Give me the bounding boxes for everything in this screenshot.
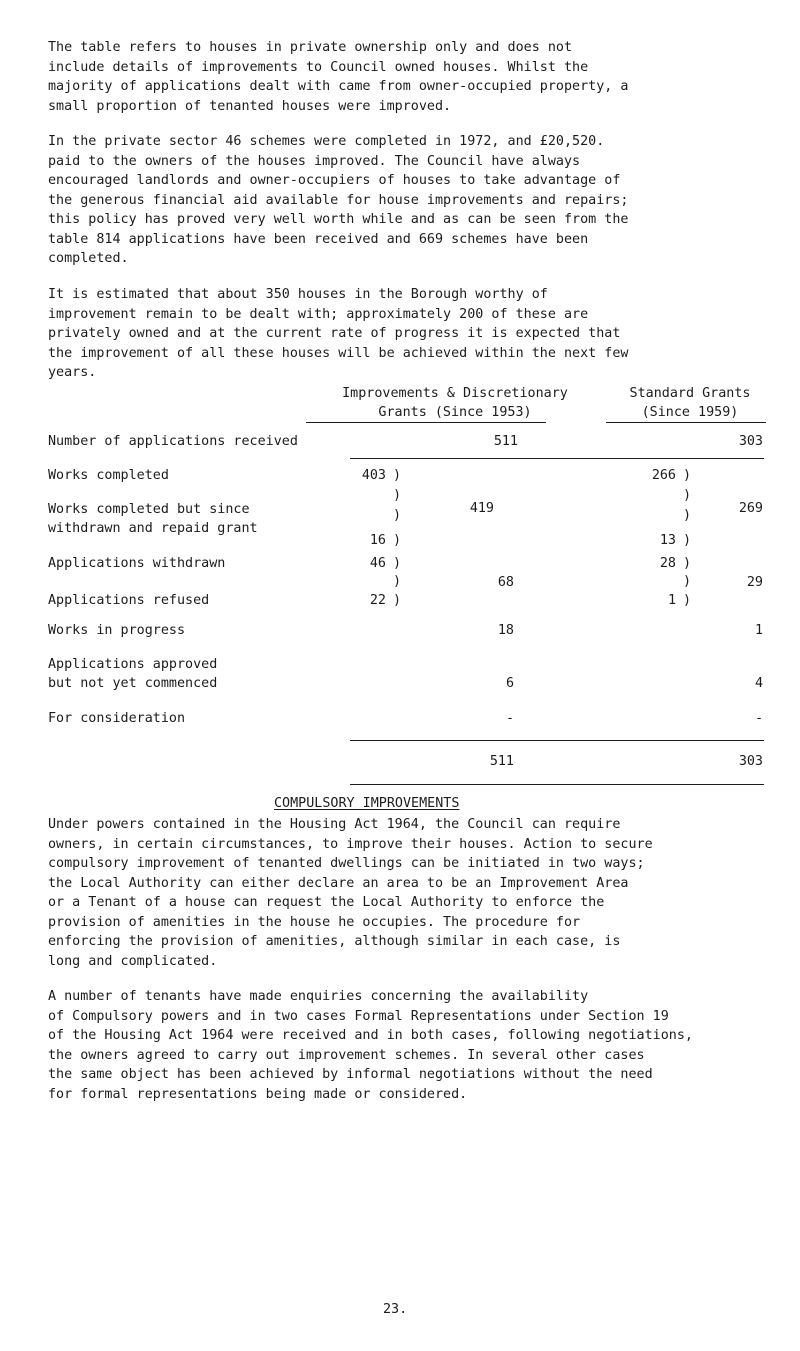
col2-header-line2: (Since 1959) <box>641 405 739 420</box>
col2-bracket: ) <box>683 488 692 503</box>
label-withdrawn-repaid-1: Works completed but since <box>48 502 250 517</box>
col2-bracket: ) <box>683 574 692 589</box>
col1-withdrawn-repaid: 16 <box>369 533 386 548</box>
col2-works-in-progress: 1 <box>754 623 763 638</box>
col1-header-line1: Improvements & Discretionary <box>342 386 568 401</box>
table-top-rule <box>350 458 764 459</box>
received-col1: 511 <box>493 434 518 449</box>
col1-for-consideration: - <box>505 711 514 726</box>
col1-bracket: ) <box>393 593 402 608</box>
col1-bracket: ) <box>393 533 402 548</box>
paragraph-private-sector: In the private sector 46 schemes were completed in 1972, and £20,520. paid to the owners of the houses improved. The Council have always encouraged landlords and owner-occupiers of houses to take advantage of the generous financial aid available for house improvements and repairs; this policy has proved very well worth while and as can be seen from the table 814 applications have been received and 669 schemes have been completed. <box>48 134 629 266</box>
col1-applications-refused: 22 <box>369 593 386 608</box>
col2-bracket: ) <box>683 468 692 483</box>
col1-works-in-progress: 18 <box>497 623 514 638</box>
col2-for-consideration: - <box>754 711 763 726</box>
paragraph-tenant-enquiries: A number of tenants have made enquiries concerning the availability of Compulsory powers and in two cases Formal Representations under Section 19 of the Housing Act 1964 were received and in both cases, following negotiations, the owners agreed to carry out improvement schemes. In several other cases the same object has been achieved by informal negotiations without the need for formal representations being made or considered. <box>48 989 693 1102</box>
col1-applications-withdrawn: 46 <box>369 556 386 571</box>
col1-bracket: ) <box>393 488 402 503</box>
col1-works-completed: 403 <box>361 468 386 483</box>
label-for-consideration: For consideration <box>48 711 186 726</box>
col2-bracket: ) <box>683 508 692 523</box>
col2-applications-withdrawn: 28 <box>659 556 676 571</box>
col1-completed-total: 419 <box>469 501 494 516</box>
col1-withdrawn-refused-total: 68 <box>497 575 514 590</box>
received-col2: 303 <box>738 434 763 449</box>
col2-header-underline <box>606 422 766 423</box>
col2-approved-not-commenced: 4 <box>754 676 763 691</box>
col1-header-underline <box>306 422 546 423</box>
label-works-in-progress: Works in progress <box>48 623 186 638</box>
col2-completed-total: 269 <box>738 501 763 516</box>
section-heading: COMPULSORY IMPROVEMENTS <box>274 796 460 811</box>
col1-bracket: ) <box>393 508 402 523</box>
col2-works-completed: 266 <box>651 468 676 483</box>
page-number: 23. <box>383 1302 408 1317</box>
label-works-completed: Works completed <box>48 468 169 483</box>
paragraph-intro: The table refers to houses in private ownership only and does not include details of improvements to Council owned houses. Whilst the majority of applications dealt with came from owner-occupied property, a small proportion of tenanted houses were improved. <box>48 40 629 114</box>
col2-bracket: ) <box>683 556 692 571</box>
label-approved-2: but not yet commenced <box>48 676 218 691</box>
paragraph-estimate: It is estimated that about 350 houses in the Borough worthy of improvement remain to be dealt with; approximately 200 of these are privately owned and at the current rate of progress it is expected that the improvement of all these houses will be achieved within the next few years. <box>48 287 629 380</box>
col2-bracket: ) <box>683 593 692 608</box>
table-total-rule <box>350 740 764 741</box>
col2-bracket: ) <box>683 533 692 548</box>
paragraph-compulsory-powers: Under powers contained in the Housing Act 1964, the Council can require owners, in certain circumstances, to improve their houses. Action to secure compulsory improvement of tenanted dwellings can be initiated in two ways; the Local Authority can either declare an area to be an Improvement Area or a Tenant of a house can request the Local Authority to enforce the provision of amenities in the house he occupies. The procedure for enforcing the provision of amenities, although similar in each case, is long and complicated. <box>48 817 653 969</box>
col1-header-line2: Grants (Since 1953) <box>378 405 532 420</box>
label-approved-1: Applications approved <box>48 657 218 672</box>
col2-header-line1: Standard Grants <box>629 386 751 401</box>
col1-bracket: ) <box>393 468 402 483</box>
col2-applications-refused: 1 <box>667 593 676 608</box>
col1-approved-not-commenced: 6 <box>505 676 514 691</box>
col2-total: 303 <box>738 754 763 769</box>
label-applications-refused: Applications refused <box>48 593 210 608</box>
received-label: Number of applications received <box>48 434 298 449</box>
col1-bracket: ) <box>393 574 402 589</box>
col1-bracket: ) <box>393 556 402 571</box>
col2-withdrawn-refused-total: 29 <box>746 575 763 590</box>
label-applications-withdrawn: Applications withdrawn <box>48 556 226 571</box>
label-withdrawn-repaid-2: withdrawn and repaid grant <box>48 521 258 536</box>
col1-total: 511 <box>489 754 514 769</box>
table-bottom-rule <box>350 784 764 785</box>
col2-withdrawn-repaid: 13 <box>659 533 676 548</box>
